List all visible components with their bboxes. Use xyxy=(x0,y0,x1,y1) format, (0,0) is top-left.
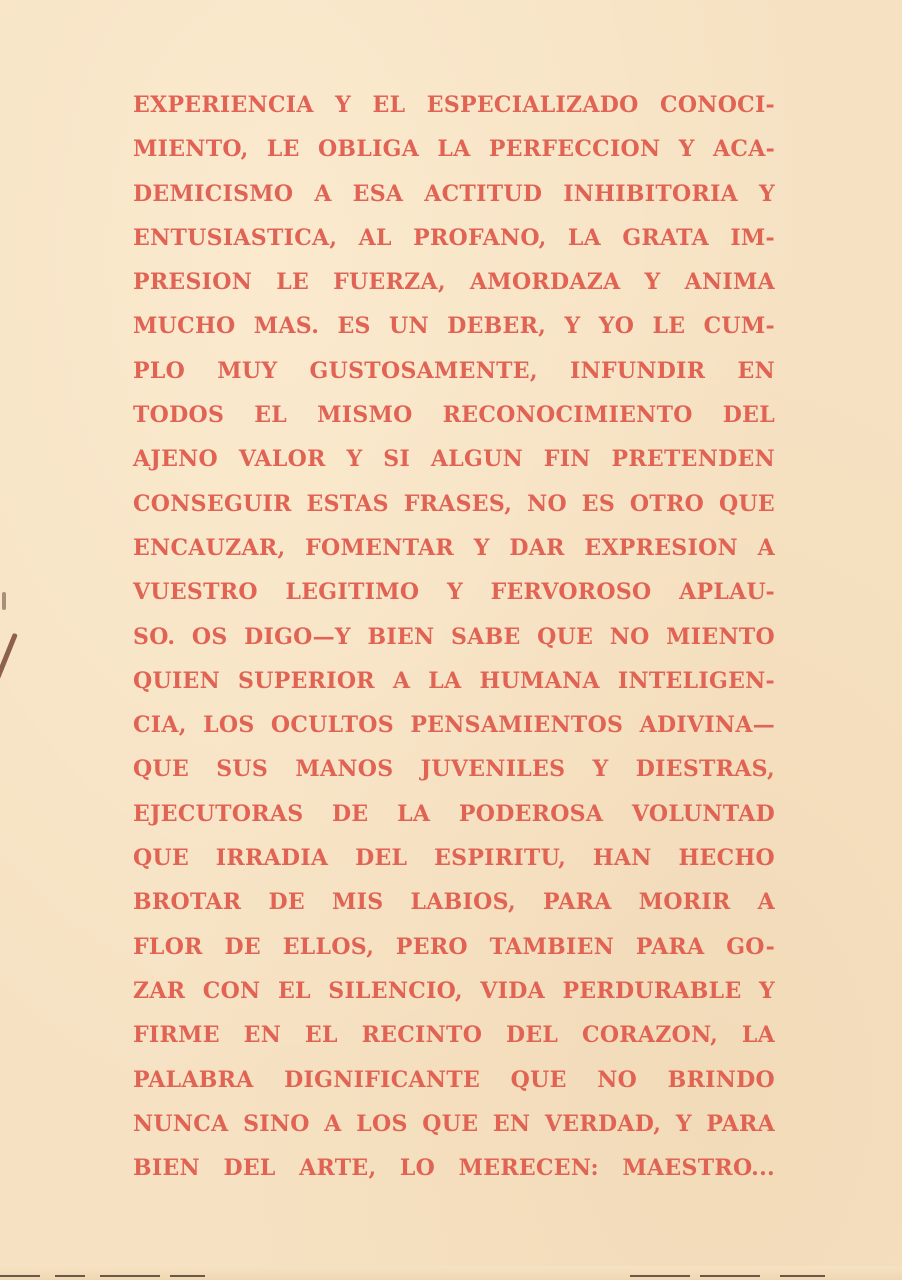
text-line: MUCHO MAS. ES UN DEBER, Y YO LE CUM- xyxy=(133,313,775,340)
torn-bottom-edge xyxy=(0,1266,902,1280)
edge-mark xyxy=(170,1275,205,1277)
paper-stain xyxy=(0,633,18,679)
text-line: QUE SUS MANOS JUVENILES Y DIESTRAS, xyxy=(133,756,775,783)
text-line: PRESION LE FUERZA, AMORDAZA Y ANIMA xyxy=(133,269,775,296)
edge-mark xyxy=(100,1275,160,1277)
edge-mark xyxy=(55,1275,85,1277)
text-line: EXPERIENCIA Y EL ESPECIALIZADO CONOCI- xyxy=(133,92,775,118)
edge-mark xyxy=(630,1275,690,1277)
text-line: QUE IRRADIA DEL ESPIRITU, HAN HECHO xyxy=(133,845,775,872)
text-line: MIENTO, LE OBLIGA LA PERFECCION Y ACA- xyxy=(133,136,775,163)
text-line: PLO MUY GUSTOSAMENTE, INFUNDIR EN xyxy=(133,357,775,384)
text-line: PALABRA DIGNIFICANTE QUE NO BRINDO xyxy=(133,1066,775,1093)
text-line: AJENO VALOR Y SI ALGUN FIN PRETENDEN xyxy=(133,446,775,473)
text-line: ZAR CON EL SILENCIO, VIDA PERDURABLE Y xyxy=(133,977,775,1004)
text-line: BROTAR DE MIS LABIOS, PARA MORIR A xyxy=(133,889,775,916)
text-line: CIA, LOS OCULTOS PENSAMIENTOS ADIVINA— xyxy=(133,712,775,739)
text-line: VUESTRO LEGITIMO Y FERVOROSO APLAU- xyxy=(133,579,775,606)
text-line: ENCAUZAR, FOMENTAR Y DAR EXPRESION A xyxy=(133,534,775,561)
text-line: SO. OS DIGO—Y BIEN SABE QUE NO MIENTO xyxy=(133,623,775,650)
text-line: DEMICISMO A ESA ACTITUD INHIBITORIA Y xyxy=(133,180,775,207)
text-line: QUIEN SUPERIOR A LA HUMANA INTELIGEN- xyxy=(133,667,775,694)
text-line: FLOR DE ELLOS, PERO TAMBIEN PARA GO- xyxy=(133,933,775,960)
body-text xyxy=(133,83,775,1190)
text-line: ENTUSIASTICA, AL PROFANO, LA GRATA IM- xyxy=(133,224,775,251)
text-line: FIRME EN EL RECINTO DEL CORAZON, LA xyxy=(133,1022,775,1049)
text-line: CONSEGUIR ESTAS FRASES, NO ES OTRO QUE xyxy=(133,490,775,517)
text-line: NUNCA SINO A LOS QUE EN VERDAD, Y PARA xyxy=(133,1110,775,1137)
edge-mark xyxy=(700,1275,760,1277)
text-line: TODOS EL MISMO RECONOCIMIENTO DEL xyxy=(133,402,775,429)
text-line: EJECUTORAS DE LA PODEROSA VOLUNTAD xyxy=(133,800,775,827)
edge-mark xyxy=(780,1275,825,1277)
edge-mark xyxy=(0,1275,40,1277)
text-line: BIEN DEL ARTE, LO MERECEN: MAESTRO... xyxy=(133,1155,775,1182)
paper-speck xyxy=(2,592,6,610)
